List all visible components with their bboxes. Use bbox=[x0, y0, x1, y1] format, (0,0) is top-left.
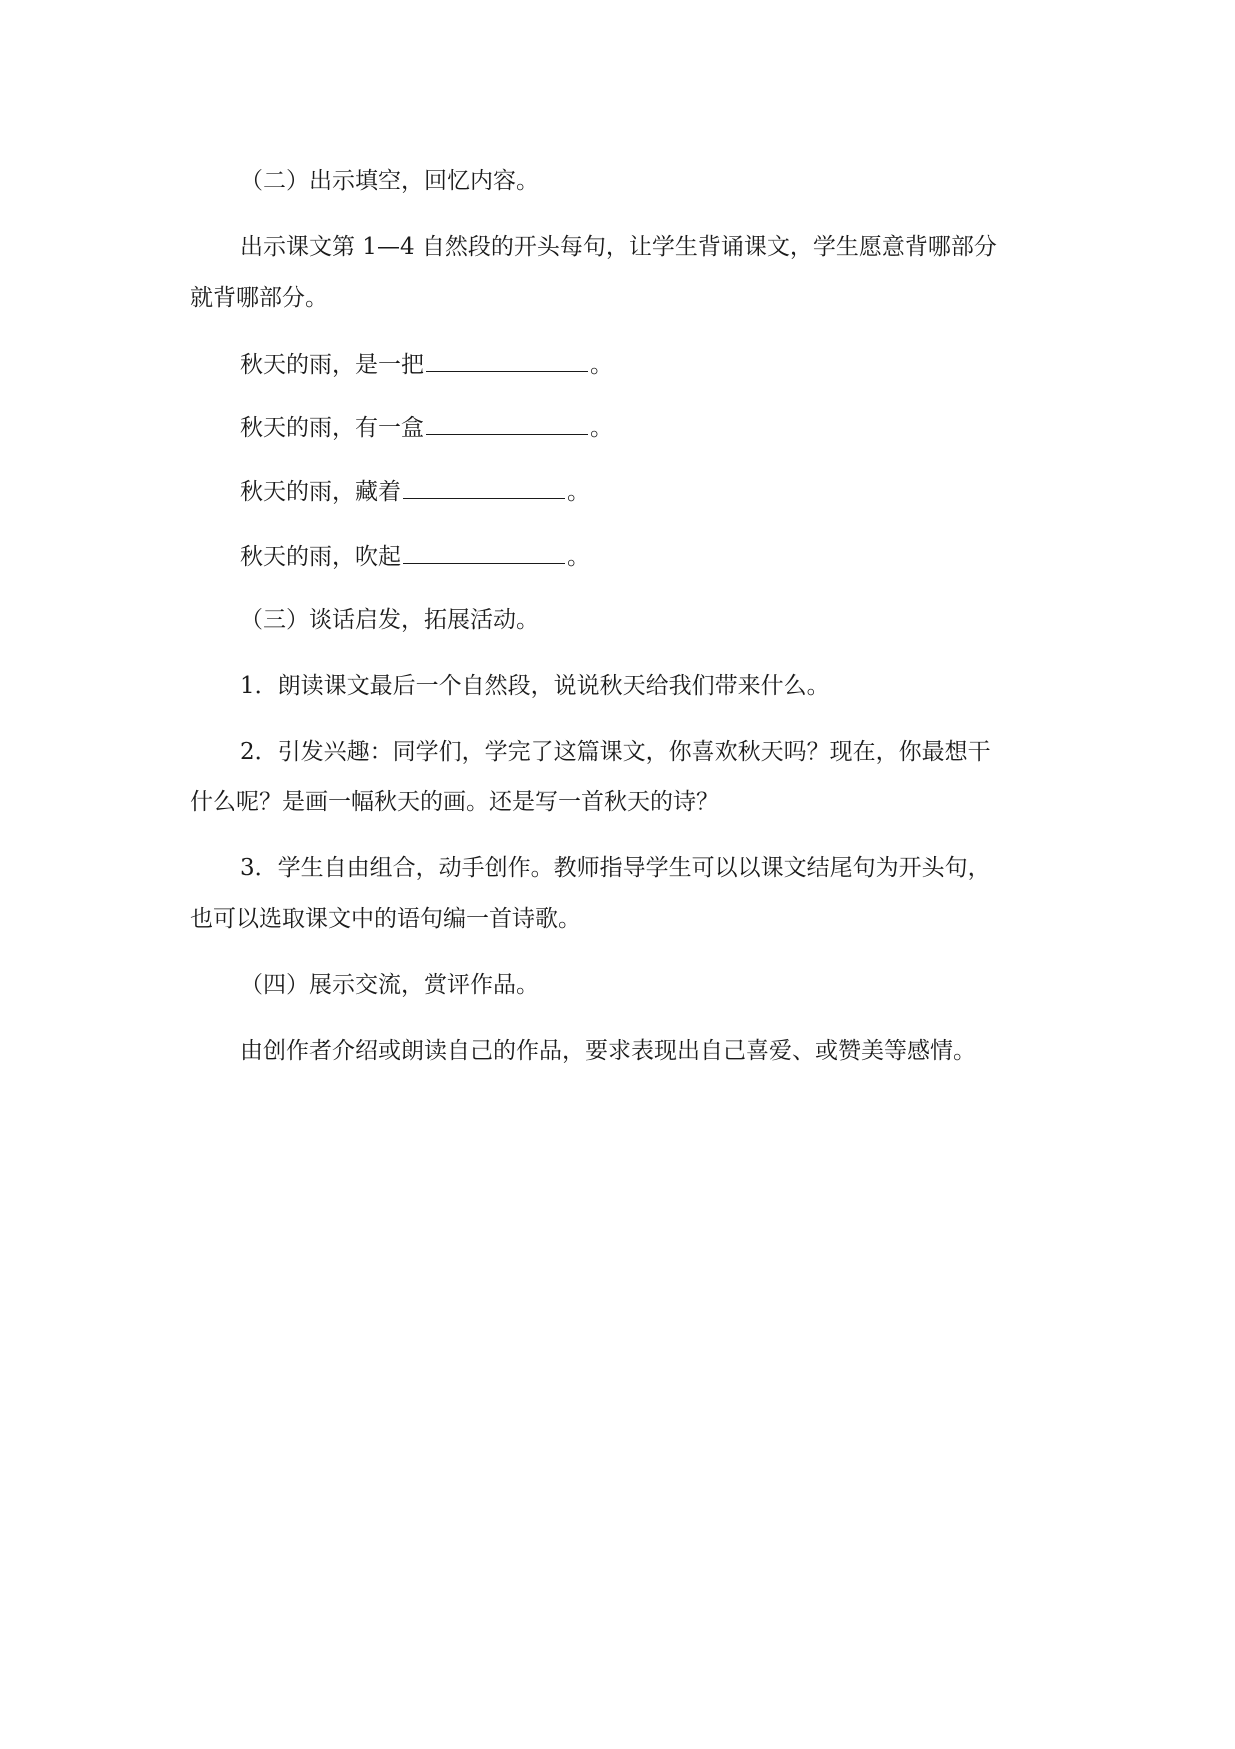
fill-item-4-prefix: 秋天的雨，吹起 bbox=[240, 544, 401, 570]
section4-body: 由创作者介绍或朗读自己的作品，要求表现出自己喜爱、或赞美等感情。 bbox=[240, 1038, 976, 1064]
fill-item-2-prefix: 秋天的雨，有一盒 bbox=[240, 415, 424, 441]
section2-heading: （二）出示填空，回忆内容。 bbox=[240, 168, 539, 194]
section2-intro-line2: 就背哪部分。 bbox=[190, 285, 328, 311]
section3-heading: （三）谈话启发，拓展活动。 bbox=[240, 607, 539, 633]
fill-blank-4 bbox=[403, 541, 565, 564]
fill-blank-2 bbox=[426, 412, 588, 435]
section3-item1: 1．朗读课文最后一个自然段，说说秋天给我们带来什么。 bbox=[240, 673, 830, 699]
fill-item-2 bbox=[190, 412, 1050, 443]
fill-item-3-prefix: 秋天的雨，藏着 bbox=[240, 479, 401, 505]
section3-item3-line2: 也可以选取课文中的语句编一首诗歌。 bbox=[190, 906, 581, 932]
section3-item2-line1: 2．引发兴趣：同学们，学完了这篇课文，你喜欢秋天吗？现在，你最想干 bbox=[240, 739, 991, 765]
fill-item-1-prefix: 秋天的雨，是一把 bbox=[240, 352, 424, 378]
fill-item-3 bbox=[190, 476, 1050, 507]
fill-item-4-suffix: 。 bbox=[567, 544, 590, 570]
fill-item-3-suffix: 。 bbox=[567, 479, 590, 505]
fill-blank-3 bbox=[403, 476, 565, 499]
section3-item3-line1: 3．学生自由组合，动手创作。教师指导学生可以以课文结尾句为开头句， bbox=[240, 855, 991, 881]
fill-blank-1 bbox=[426, 349, 588, 372]
fill-item-4 bbox=[190, 541, 1050, 572]
section2-intro-line1: 出示课文第 1—4 自然段的开头每句，让学生背诵课文，学生愿意背哪部分 bbox=[240, 234, 997, 260]
section4-heading: （四）展示交流，赏评作品。 bbox=[240, 972, 539, 998]
fill-item-1-suffix: 。 bbox=[590, 352, 613, 378]
fill-item-2-suffix: 。 bbox=[590, 415, 613, 441]
section3-item2-line2: 什么呢？是画一幅秋天的画。还是写一首秋天的诗？ bbox=[190, 789, 719, 815]
fill-item-1 bbox=[190, 349, 1050, 380]
